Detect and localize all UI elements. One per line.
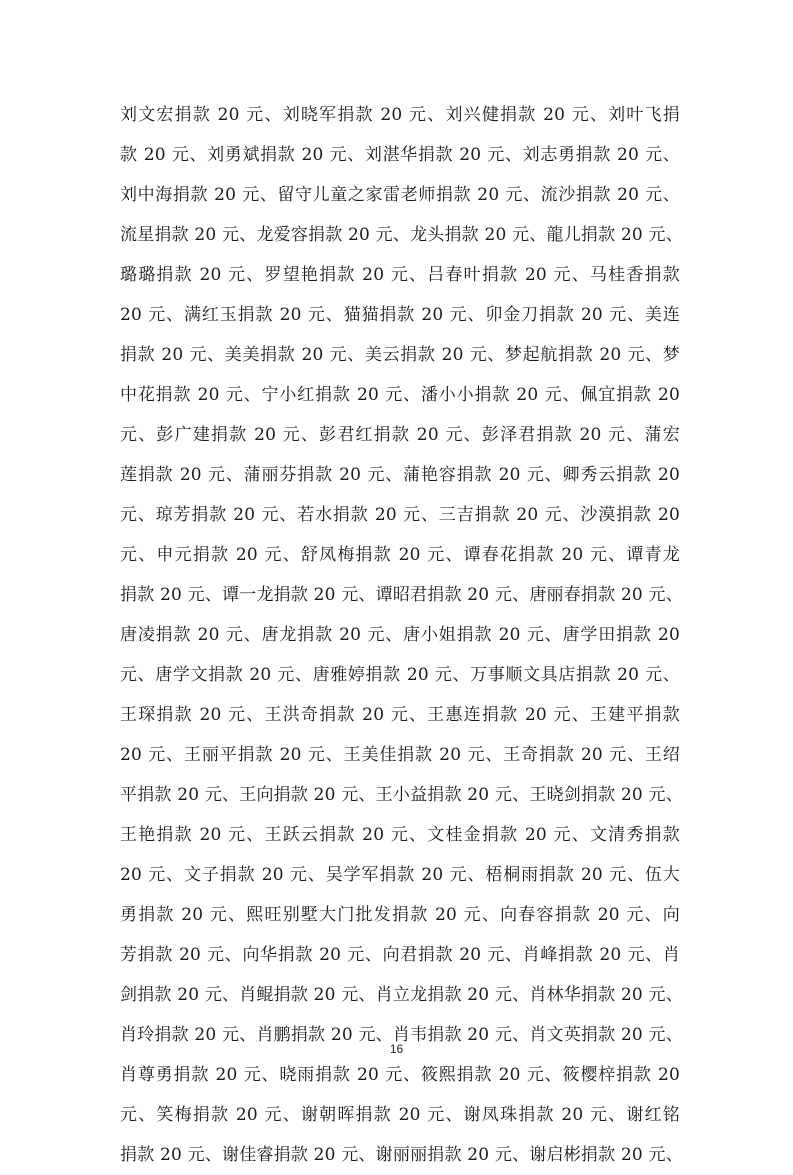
- text-line: 元、笑梅捐款 20 元、谢朝晖捐款 20 元、谢凤珠捐款 20 元、谢红铭: [120, 1105, 680, 1125]
- text-line: 捐款 20 元、美美捐款 20 元、美云捐款 20 元、梦起航捐款 20 元、梦: [120, 345, 680, 365]
- text-line: 勇捐款 20 元、熙旺别墅大门批发捐款 20 元、向春容捐款 20 元、向: [120, 905, 680, 925]
- text-line: 王琛捐款 20 元、王洪奇捐款 20 元、王惠连捐款 20 元、王建平捐款: [120, 705, 680, 725]
- text-line: 流星捐款 20 元、龙爱容捐款 20 元、龙头捐款 20 元、龍儿捐款 20 元、: [120, 225, 683, 245]
- text-line: 20 元、满红玉捐款 20 元、猫猫捐款 20 元、卯金刀捐款 20 元、美连: [120, 305, 680, 325]
- text-line: 平捐款 20 元、王向捐款 20 元、王小益捐款 20 元、王晓剑捐款 20 元、: [120, 785, 683, 805]
- text-line: 唐凌捐款 20 元、唐龙捐款 20 元、唐小姐捐款 20 元、唐学田捐款 20: [120, 625, 680, 645]
- text-line: 元、唐学文捐款 20 元、唐雅婷捐款 20 元、万事顺文具店捐款 20 元、: [120, 665, 680, 685]
- text-line: 中花捐款 20 元、宁小红捐款 20 元、潘小小捐款 20 元、佩宜捐款 20: [120, 385, 680, 405]
- text-line: 刘中海捐款 20 元、留守儿童之家雷老师捐款 20 元、流沙捐款 20 元、: [120, 185, 680, 205]
- text-line: 款 20 元、刘勇斌捐款 20 元、刘湛华捐款 20 元、刘志勇捐款 20 元、: [120, 145, 680, 165]
- text-line: 王艳捐款 20 元、王跃云捐款 20 元、文桂金捐款 20 元、文清秀捐款: [120, 825, 680, 845]
- text-line: 莲捐款 20 元、蒲丽芬捐款 20 元、蒲艳容捐款 20 元、卿秀云捐款 20: [120, 465, 680, 485]
- text-line: 肖玲捐款 20 元、肖鹏捐款 20 元、肖韦捐款 20 元、肖文英捐款 20 元、: [120, 1025, 683, 1045]
- text-line: 捐款 20 元、谭一龙捐款 20 元、谭昭君捐款 20 元、唐丽春捐款 20 元、: [120, 585, 683, 605]
- text-line: 芳捐款 20 元、向华捐款 20 元、向君捐款 20 元、肖峰捐款 20 元、肖: [120, 945, 680, 965]
- text-line: 刘文宏捐款 20 元、刘晓军捐款 20 元、刘兴健捐款 20 元、刘叶飞捐: [120, 105, 680, 125]
- text-line: 捐款 20 元、谢佳睿捐款 20 元、谢丽丽捐款 20 元、谢启彬捐款 20 元、: [120, 1145, 683, 1165]
- text-line: 20 元、王丽平捐款 20 元、王美佳捐款 20 元、王奇捐款 20 元、王绍: [120, 745, 680, 765]
- text-line: 元、琼芳捐款 20 元、若水捐款 20 元、三吉捐款 20 元、沙漠捐款 20: [120, 505, 680, 525]
- page-number: 16: [389, 1042, 404, 1056]
- donation-list-text: [120, 95, 683, 1175]
- text-line: 20 元、文子捐款 20 元、吴学军捐款 20 元、梧桐雨捐款 20 元、伍大: [120, 865, 680, 885]
- text-line: 元、申元捐款 20 元、舒凤梅捐款 20 元、谭春花捐款 20 元、谭青龙: [120, 545, 680, 565]
- text-line: 璐璐捐款 20 元、罗望艳捐款 20 元、吕春叶捐款 20 元、马桂香捐款: [120, 265, 680, 285]
- text-line: 肖尊勇捐款 20 元、晓雨捐款 20 元、筱熙捐款 20 元、筱樱梓捐款 20: [120, 1065, 680, 1085]
- text-line: 剑捐款 20 元、肖鲲捐款 20 元、肖立龙捐款 20 元、肖林华捐款 20 元、: [120, 985, 683, 1005]
- text-line: 元、彭广建捐款 20 元、彭君红捐款 20 元、彭泽君捐款 20 元、蒲宏: [120, 425, 680, 445]
